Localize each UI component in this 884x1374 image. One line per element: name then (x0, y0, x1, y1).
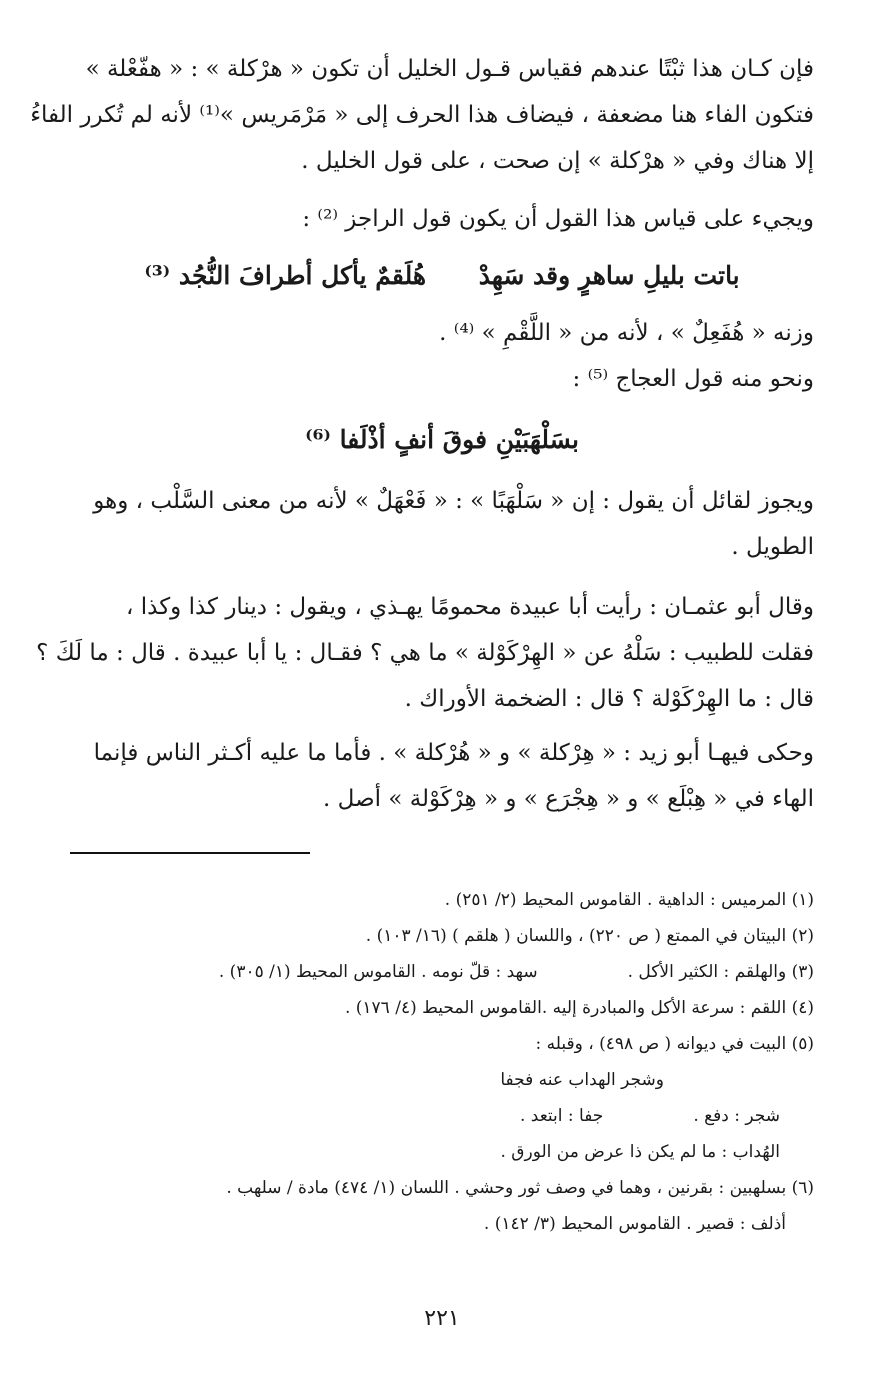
footnote-separator (70, 852, 310, 854)
footnote-6: (٦) بسلهبين : بقرنين ، وهما في وصف ثور وحشي . اللسان (١/ ٤٧٤) مادة / سلهب . (226, 1178, 814, 1198)
footnote-5-gloss-1 (70, 1098, 814, 1134)
gloss-jafa: جفا : ابتعد . (519, 1106, 604, 1126)
paragraph-line: قال : ما الهِرْكَوْلة ؟ قال : الضخمة الأوراك . (404, 686, 814, 712)
paragraph-line: الهاء في « هِبْلَع » و « هِجْرَع » و « هِرْكَوْلة » أصل . (323, 786, 814, 812)
verse-1 (70, 250, 814, 302)
abu-uthman-paragraph (36, 584, 814, 722)
paragraph-line: ويجيء على قياس هذا القول أن يكون قول الراجز ⁽²⁾ : (302, 206, 814, 232)
footnote-3-part-a: (٣) والهلقم : الكثير الأكل . (627, 962, 814, 982)
paragraph-line: إلا هناك وفي « هرْكلة » إن صحت ، على قول الخليل . (301, 148, 814, 174)
footnote-5-gloss-2: الهُداب : ما لم يكن ذا عرض من الورق . (500, 1142, 780, 1162)
paragraph-line: فتكون الفاء هنا مضعفة ، فيضاف هذا الحرف إلى « مَرْمَريس »⁽¹⁾ لأنه لم تُكرر الفاءُ (30, 102, 814, 128)
footnote-4: (٤) اللقم : سرعة الأكل والمبادرة إليه .القاموس المحيط (٤/ ١٧٦) . (344, 998, 814, 1018)
paragraph-line: ويجوز لقائل أن يقول : إن « سَلْهَبًا » : « فَعْهَلٌ » لأنه من معنى السَّلْب ، وهو (93, 488, 814, 514)
paragraph-line: وحكى فيهـا أبو زيد : « هِرْكلة » و « هُرْكلة » . فأما ما عليه أكـثر الناس فإنما (93, 740, 814, 766)
abu-zayd-paragraph (70, 730, 814, 822)
paragraph-line: فإن كـان هذا ثبْتًا عندهم فقياس قـول الخليل أن تكون « هرْكلة » : « هفّعْلة » (85, 56, 814, 82)
page-number: ٢٢١ (424, 1306, 460, 1331)
footnote-1: (١) المرميس : الداهية . القاموس المحيط (٢/ ٢٥١) . (444, 890, 814, 910)
paragraph-line: فقلت للطبيب : سَلْهُ عن « الهِرْكَوْلة » ما هي ؟ فقـال : يا أبا عبيدة . قال : ما لَكَ ؟ (36, 640, 814, 666)
salhab-paragraph (70, 478, 814, 570)
paragraph-line: وقال أبو عثمـان : رأيت أبا عبيدة محمومًا يهـذي ، ويقول : دينار كذا وكذا ، (126, 594, 814, 620)
verse-hemistich: باتت بليلِ ساهرٍ وقد سَهِدْ (478, 261, 740, 290)
footnote-6-continuation: أذلف : قصير . القاموس المحيط (٣/ ١٤٢) . (483, 1214, 786, 1234)
paragraph-line: الطويل . (731, 534, 814, 560)
rajaz-intro (70, 196, 814, 242)
gloss-shajar: شجر : دفع . (693, 1106, 780, 1126)
weight-note (70, 310, 814, 402)
footnote-5: (٥) البيت في ديوانه ( ص ٤٩٨) ، وقبله : (535, 1034, 814, 1054)
verse-hemistich: هُلَقمٌ يأكل أطرافَ النُّجُد ⁽³⁾ (144, 261, 427, 290)
main-text (30, 46, 814, 184)
footnote-5-verse: وشجر الهداب عنه فجفا (500, 1070, 664, 1090)
footnote-3-part-b: سهد : قلّ نومه . القاموس المحيط (١/ ٣٠٥) . (218, 962, 538, 982)
footnote-3 (70, 954, 814, 990)
verse-line: بسَلْهَبَيْنِ فوقَ أنفٍ أذْلَفا ⁽⁶⁾ (305, 425, 579, 454)
paragraph-line: ونحو منه قول العجاج ⁽⁵⁾ : (572, 366, 814, 392)
verse-2 (70, 414, 814, 466)
footnote-2: (٢) البيتان في الممتع ( ص ٢٢٠) ، واللسان ( هلقم ) (١٦/ ١٠٣) . (365, 926, 814, 946)
footnotes (70, 882, 814, 1242)
paragraph-line: وزنه « هُفَعِلٌ » ، لأنه من « اللَّقْمِ » ⁽⁴⁾ . (439, 320, 814, 346)
